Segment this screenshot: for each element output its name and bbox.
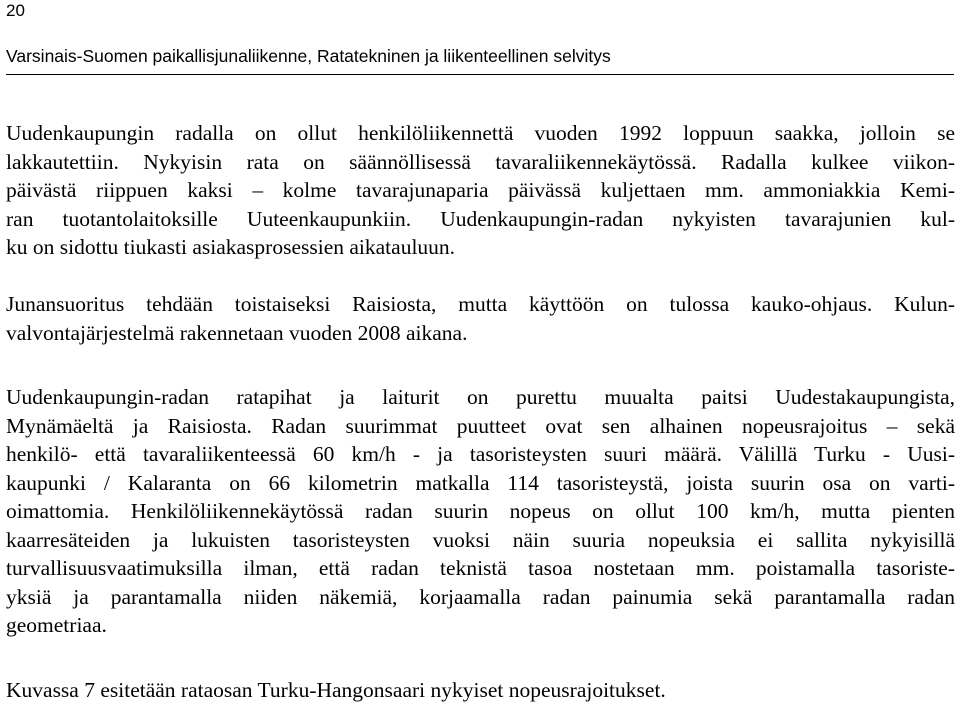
text-line: yksiä ja parantamalla niiden näkemiä, korjaamalla radan painumia sekä parantamalla radan bbox=[6, 584, 955, 609]
text-line: ran tuotantolaitoksille Uuteenkaupunkiin. Uudenkaupungin-radan nykyisten tavarajunien kul- bbox=[6, 206, 955, 231]
text-line: oimattomia. Henkilöliikennekäytössä radan suurin nopeus on ollut 100 km/h, mutta pienten bbox=[6, 499, 955, 523]
text-line: päivästä riippuen kaksi – kolme tavarajunaparia päivässä kuljettaen mm. ammoniakkia Kemi- bbox=[6, 178, 955, 202]
text-line: Uudenkaupungin radalla on ollut henkilöliikennettä vuoden 1992 loppuun saakka, jolloin se bbox=[6, 121, 955, 145]
paragraph-2 bbox=[6, 290, 955, 347]
text-line: kaarresäteiden ja lukuisten tasoristeysten vuoksi näin suuria nopeuksia ei sallita nykyisillä bbox=[6, 527, 955, 552]
header-rule bbox=[6, 74, 954, 75]
text-line: valvontajärjestelmä rakennetaan vuoden 2008 aikana. bbox=[6, 320, 468, 345]
text-line: kaupunki / Kalaranta on 66 kilometrin matkalla 114 tasoristeystä, joista suurin osa on varti- bbox=[6, 470, 955, 495]
paragraph-3 bbox=[6, 383, 955, 640]
page-number: 20 bbox=[6, 1, 25, 20]
text-line: Kuvassa 7 esitetään rataosan Turku-Hangonsaari nykyiset nopeusrajoitukset. bbox=[6, 678, 666, 702]
text-line: Junansuoritus tehdään toistaiseksi Raisiosta, mutta käyttöön on tulossa kauko-ohjaus. Kulun- bbox=[6, 292, 955, 316]
text-line: Uudenkaupungin-radan ratapihat ja laiturit on purettu muualta paitsi Uudestakaupungista, bbox=[6, 385, 955, 409]
text-line: geometriaa. bbox=[6, 613, 107, 637]
paragraph-1 bbox=[6, 119, 955, 262]
text-line: lakkautettiin. Nykyisin rata on säännöllisessä tavaraliikennekäytössä. Radalla kulkee viikon- bbox=[6, 149, 955, 174]
text-line: ku on sidottu tiukasti asiakasprosessien aikatauluun. bbox=[6, 235, 456, 259]
paragraph-4 bbox=[6, 676, 955, 705]
text-line: henkilö- että tavaraliikenteessä 60 km/h - ja tasoristeysten suuri määrä. Välillä Turku - Uusi- bbox=[6, 442, 955, 466]
text-line: turvallisuusvaatimuksilla ilman, että radan teknistä tasoa nostetaan mm. poistamalla tasoriste- bbox=[6, 556, 955, 580]
text-line: Mynämäeltä ja Raisiosta. Radan suurimmat puutteet ovat sen alhainen nopeusrajoitus – sekä bbox=[6, 413, 955, 438]
running-header: Varsinais-Suomen paikallisjunaliikenne, Ratatekninen ja liikenteellinen selvitys bbox=[6, 46, 611, 66]
